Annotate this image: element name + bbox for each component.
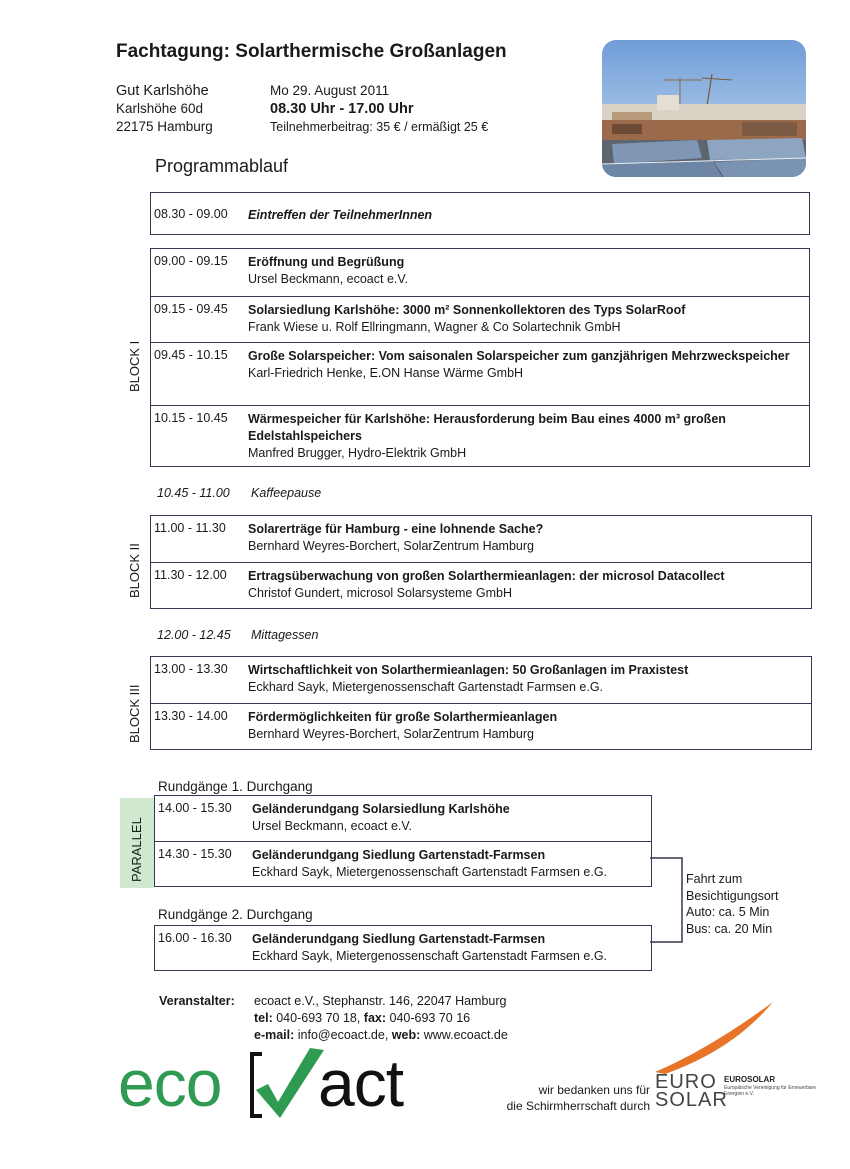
speaker: Ursel Beckmann, ecoact e.V. [252, 819, 413, 833]
time-slot: 08.30 - 09.00 [154, 207, 228, 221]
time-slot: 13.30 - 14.00 [154, 709, 228, 723]
table-row [151, 516, 811, 562]
block-1-box [150, 248, 810, 467]
time-slot: 09.45 - 10.15 [154, 348, 228, 362]
organizer-address: ecoact e.V., Stephanstr. 146, 22047 Hamburg [254, 994, 507, 1008]
parallel-label: PARALLEL [129, 817, 144, 882]
tours-second-heading: Rundgänge 2. Durchgang [158, 907, 313, 922]
solar-roof-photo [602, 40, 806, 177]
venue-name: Gut Karlshöhe [116, 83, 209, 99]
table-row [151, 405, 809, 466]
time-slot: 16.00 - 16.30 [158, 931, 232, 945]
eurosolar-swoosh-icon [655, 1000, 775, 1075]
organizer-contact: e-mail: info@ecoact.de, web: www.ecoact.de [254, 1028, 508, 1042]
tours-first-box [154, 795, 652, 887]
time-slot: 11.30 - 12.00 [154, 568, 227, 582]
venue-street: Karlshöhe 60d [116, 101, 204, 116]
speaker: Manfred Brugger, Hydro-Elektrik GmbH [248, 446, 467, 460]
time-slot: 13.00 - 13.30 [154, 662, 228, 676]
block-label: BLOCK II [127, 543, 142, 598]
time-slot: 14.00 - 15.30 [158, 801, 232, 815]
event-fee: Teilnehmerbeitrag: 35 € / ermäßigt 25 € [270, 120, 489, 134]
block-label: BLOCK III [127, 684, 142, 743]
travel-note [686, 871, 778, 937]
arrival-box [150, 192, 810, 235]
parallel-badge [120, 798, 154, 888]
time-slot: 09.00 - 09.15 [154, 254, 228, 268]
eurosolar-logo-mark: EURO SOLAR [655, 1071, 728, 1111]
speaker: Eckhard Sayk, Mietergenossenschaft Gartenstadt Farmsen e.G. [248, 680, 604, 694]
coffee-break [157, 486, 321, 500]
speaker: Bernhard Weyres-Borchert, SolarZentrum Hamburg [248, 539, 534, 553]
table-row [155, 926, 651, 970]
session-title: Geländerundgang Siedlung Gartenstadt-Farmsen Eckhard Sayk, Mietergenossenschaft Gartenstadt Farmsen e.G. [252, 847, 645, 881]
time-slot: 09.15 - 09.45 [154, 302, 228, 316]
session-title: Wirtschaftlichkeit von Solarthermieanlagen: 50 Großanlagen im Praxistest Eckhard Sayk, Mietergenossenschaft Gartenstadt Farmsen e.G. [248, 662, 805, 696]
session-title: Eintreffen der TeilnehmerInnen [248, 208, 433, 222]
organizer-phone: tel: 040-693 70 18, fax: 040-693 70 16 [254, 1011, 471, 1025]
checkmark-icon [248, 1044, 328, 1122]
block-label: BLOCK I [127, 340, 142, 392]
eurosolar-subtitle: Europäische Vereinigung für Erneuerbare Energien e.V. [724, 1085, 817, 1097]
speaker: Frank Wiese u. Rolf Ellringmann, Wagner & Co Solartechnik GmbH [248, 320, 621, 334]
event-date: Mo 29. August 2011 [270, 83, 390, 98]
table-row [151, 296, 809, 342]
table-row [155, 796, 651, 841]
break-time: 12.00 - 12.45 [157, 628, 231, 642]
venue-city: 22175 Hamburg [116, 119, 213, 134]
email-link[interactable]: info@ecoact.de, [294, 1028, 392, 1042]
event-date-block [270, 82, 488, 136]
time-slot: 11.00 - 11.30 [154, 521, 226, 535]
speaker: Christof Gundert, microsol Solarsysteme GmbH [248, 586, 512, 600]
table-row [151, 193, 809, 234]
table-row [151, 342, 809, 405]
session-title: Wärmespeicher für Karlshöhe: Herausforderung beim Bau eines 4000 m³ großen Edelstahlspeichers Manfred Brugger, Hydro-Elektrik GmbH [248, 411, 803, 462]
travel-note-line: Auto: ca. 5 Min [686, 905, 770, 919]
speaker: Eckhard Sayk, Mietergenossenschaft Gartenstadt Farmsen e.G. [252, 949, 608, 963]
tour-connector [650, 855, 690, 945]
speaker: Karl-Friedrich Henke, E.ON Hanse Wärme GmbH [248, 366, 524, 380]
lunch-break [157, 628, 318, 642]
session-title: Solarerträge für Hamburg - eine lohnende Sache? Bernhard Weyres-Borchert, SolarZentrum Hamburg [248, 521, 805, 555]
session-title: Fördermöglichkeiten für große Solarthermieanlagen Bernhard Weyres-Borchert, SolarZentrum Hamburg [248, 709, 805, 743]
table-row [151, 703, 811, 749]
table-row [151, 657, 811, 703]
ecoact-logo-eco: eco [118, 1046, 222, 1120]
tours-second-box [154, 925, 652, 971]
session-title: Ertragsüberwachung von großen Solarthermieanlagen: der microsol Datacollect Christof Gundert, microsol Solarsysteme GmbH [248, 568, 805, 602]
break-time: 10.45 - 11.00 [157, 486, 230, 500]
block-3-box [150, 656, 812, 750]
speaker: Eckhard Sayk, Mietergenossenschaft Gartenstadt Farmsen e.G. [252, 865, 608, 879]
venue-address [116, 82, 213, 136]
event-time: 08.30 Uhr - 17.00 Uhr [270, 101, 414, 117]
table-row [151, 249, 809, 296]
break-label: Kaffeepause [251, 486, 322, 500]
program-title: Programmablauf [155, 156, 289, 176]
tours-first-heading: Rundgänge 1. Durchgang [158, 779, 313, 794]
break-label: Mittagessen [251, 628, 319, 642]
session-title: Große Solarspeicher: Vom saisonalen Solarspeicher zum ganzjährigen Mehrzweckspeicher Karl-Friedrich Henke, E.ON Hanse Wärme GmbH [248, 348, 803, 382]
speaker: Ursel Beckmann, ecoact e.V. [248, 272, 409, 286]
travel-note-line: Besichtigungsort [686, 888, 779, 903]
table-row [155, 841, 651, 886]
block-2-box [150, 515, 812, 609]
session-title: Eröffnung und Begrüßung Ursel Beckmann, ecoact e.V. [248, 254, 803, 288]
patronage-text: wir bedanken uns für die Schirmherrschaft durch [506, 1083, 650, 1113]
travel-note-line: Bus: ca. 20 Min [686, 921, 773, 936]
session-title: Solarsiedlung Karlshöhe: 3000 m² Sonnenkollektoren des Typs SolarRoof Frank Wiese u. Rolf Ellringmann, Wagner & Co Solartechnik GmbH [248, 302, 803, 336]
session-title: Geländerundgang Solarsiedlung Karlshöhe Ursel Beckmann, ecoact e.V. [252, 801, 645, 835]
travel-note-line: Fahrt zum [686, 872, 743, 886]
page-title: Fachtagung: Solarthermische Großanlagen [116, 41, 507, 62]
organizer-label: Veranstalter: [159, 994, 235, 1008]
time-slot: 10.15 - 10.45 [154, 411, 228, 425]
table-row [151, 562, 811, 608]
session-title: Geländerundgang Siedlung Gartenstadt-Farmsen Eckhard Sayk, Mietergenossenschaft Gartenstadt Farmsen e.G. [252, 931, 645, 965]
time-slot: 14.30 - 15.30 [158, 847, 232, 861]
speaker: Bernhard Weyres-Borchert, SolarZentrum Hamburg [248, 727, 534, 741]
eurosolar-name: EUROSOLAR [724, 1075, 776, 1084]
ecoact-logo-act: act [318, 1046, 404, 1120]
web-link[interactable]: www.ecoact.de [420, 1028, 508, 1042]
